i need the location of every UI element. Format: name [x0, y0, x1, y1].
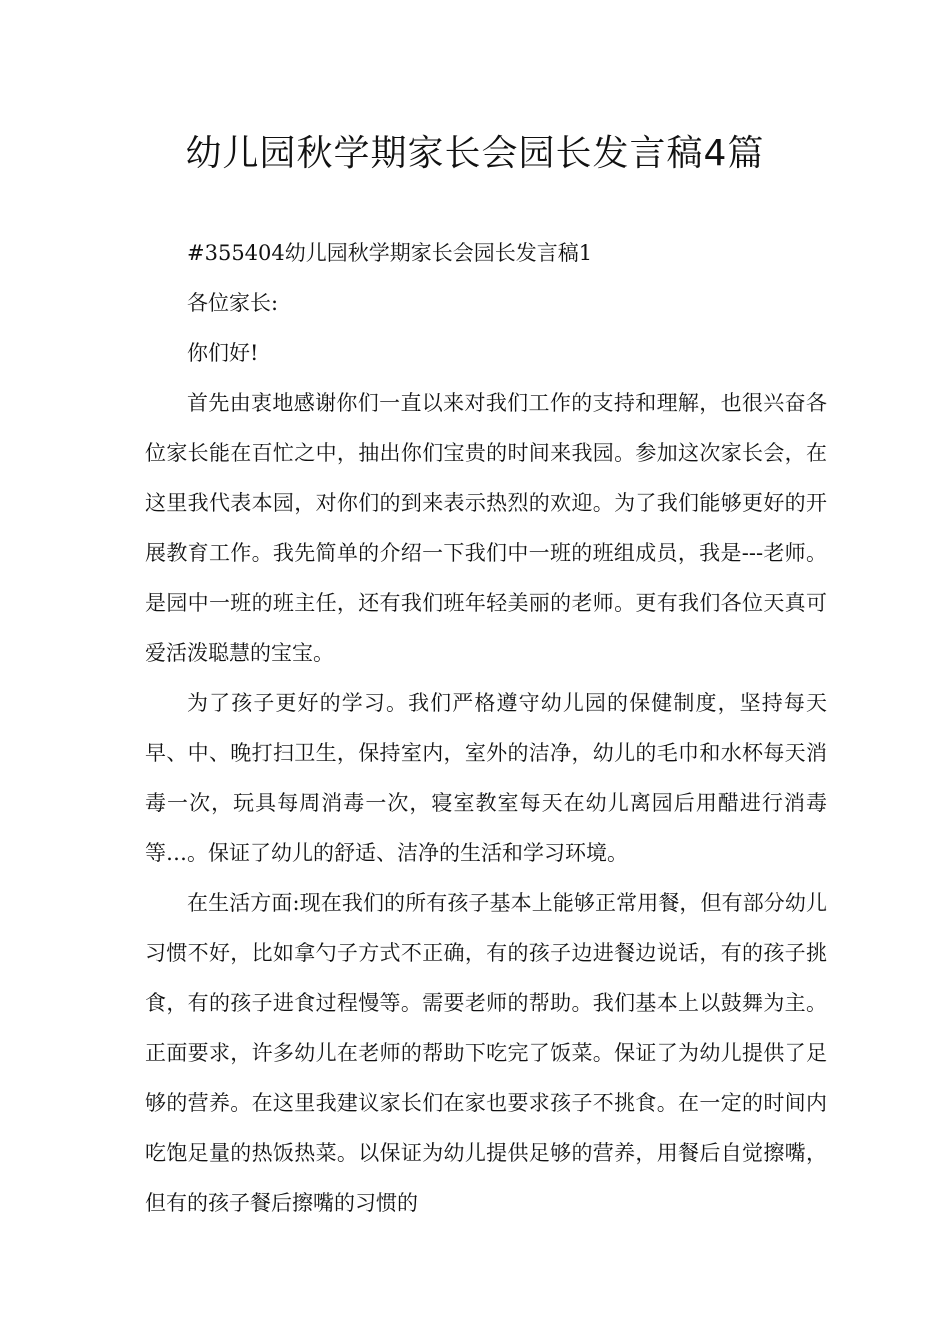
document-body [145, 228, 827, 1228]
paragraph-greeting: 你们好! [187, 341, 259, 365]
paragraph-hygiene: 为了孩子更好的学习。我们严格遵守幼儿园的保健制度，坚持每天早、中、晚打扫卫生，保持室内，室外的洁净，幼儿的毛巾和水杯每天消毒一次，玩具每周消毒一次，寝室教室每天在幼儿离园后用醋进行消毒等…。保证了幼儿的舒适、洁净的生活和学习环境。 [145, 691, 827, 865]
document-title: 幼儿园秋学期家长会园长发言稿4篇 [185, 133, 765, 174]
paragraph-salutation: 各位家长: [187, 291, 279, 315]
paragraph-heading: #355404幼儿园秋学期家长会园长发言稿1 [187, 241, 593, 265]
paragraph-introduction: 首先由衷地感谢你们一直以来对我们工作的支持和理解，也很兴奋各位家长能在百忙之中，抽出你们宝贵的时间来我园。参加这次家长会，在这里我代表本园，对你们的到来表示热烈的欢迎。为了我们能够更好的开展教育工作。我先简单的介绍一下我们中一班的班组成员，我是---老师。是园中一班的班主任，还有我们班年轻美丽的老师。更有我们各位天真可爱活泼聪慧的宝宝。 [145, 391, 827, 665]
paragraph-daily-life: 在生活方面:现在我们的所有孩子基本上能够正常用餐，但有部分幼儿习惯不好，比如拿勺子方式不正确，有的孩子边进餐边说话，有的孩子挑食，有的孩子进食过程慢等。需要老师的帮助。我们基本上以鼓舞为主。正面要求，许多幼儿在老师的帮助下吃完了饭菜。保证了为幼儿提供了足够的营养。在这里我建议家长们在家也要求孩子不挑食。在一定的时间内吃饱足量的热饭热菜。以保证为幼儿提供足够的营养，用餐后自觉擦嘴，但有的孩子餐后擦嘴的习惯的 [145, 891, 827, 1215]
